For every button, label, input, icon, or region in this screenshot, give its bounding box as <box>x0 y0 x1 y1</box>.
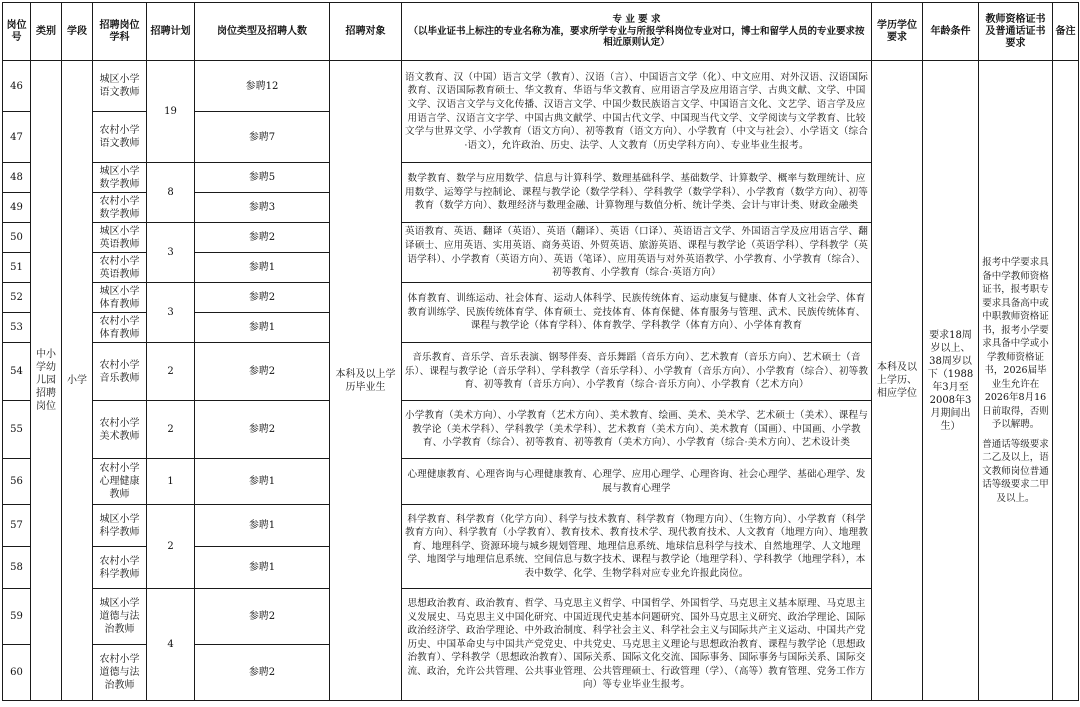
post-subject: 农村小学体育教师 <box>93 313 147 343</box>
header-age: 年龄条件 <box>923 3 979 61</box>
header-requirements-note: （以毕业证书上标注的专业名称为准，要求所学专业与所报学科岗位专业对口，博士和留学人员的专业要求按相近原则认定） <box>408 25 865 49</box>
post-subject: 城区小学语文教师 <box>93 61 147 112</box>
age-cell: 要求18周岁以上、38周岁以下（1988年3月至2008年3月期间出生） <box>923 61 979 701</box>
plan-psych: 1 <box>147 459 195 505</box>
post-no: 56 <box>3 459 31 505</box>
recruitment-table-page <box>2 2 1078 705</box>
type-count: 参聘5 <box>195 163 330 193</box>
post-subject: 农村小学数学教师 <box>93 193 147 223</box>
type-count: 参聘1 <box>195 313 330 343</box>
post-no: 60 <box>3 645 31 701</box>
header-target: 招聘对象 <box>330 3 402 61</box>
type-count: 参聘1 <box>195 505 330 547</box>
requirements-english: 英语教育、英语、翻译（英语）、英语（翻译）、英语（口译）、英语语言文学、外国语言学及应用语言学、翻译硕士、应用英语、实用英语、商务英语、外贸英语、旅游英语、课程与教学论（英语学科）、学科教学（英语学科）、小学教育（英语方向）、英语（笔译）、应用英语与对外英语教学、小学教育、小学教育（综合）、初等教育、小学教育（综合·英语方向） <box>402 223 872 283</box>
requirements-science: 科学教育、科学教育（化学方向）、科学与技术教育、科学教育（物理方向）、（生物方向）、小学教育（科学教育方向）、科学教育（小学教育）、教育技术、教育技术学、现代教育技术、人文教育（地理方向）、地理教育、地理科学、资源环境与城乡规划管理、地理信息系统、地球信息科学与技术、自然地理学、人文地理学、地图学与地理信息系统、空间信息与数字技术、课程与教学论（地理学科）、学科教学（地理学科），本表中数学、化学、生物学科对应专业允许报此岗位。 <box>402 505 872 589</box>
plan-english: 3 <box>147 223 195 283</box>
type-count: 参聘2 <box>195 283 330 313</box>
header-degree: 学历学位要求 <box>872 3 923 61</box>
post-no: 51 <box>3 253 31 283</box>
plan-ethics: 4 <box>147 589 195 701</box>
type-count: 参聘12 <box>195 61 330 112</box>
post-no: 54 <box>3 343 31 401</box>
post-no: 48 <box>3 163 31 193</box>
plan-art: 2 <box>147 401 195 459</box>
type-count: 参聘1 <box>195 253 330 283</box>
cert-cell <box>979 61 1053 701</box>
type-count: 参聘2 <box>195 645 330 701</box>
type-count: 参聘3 <box>195 193 330 223</box>
post-no: 57 <box>3 505 31 547</box>
degree-cell: 本科及以上学历、相应学位 <box>872 61 923 701</box>
header-post-no: 岗位号 <box>3 3 31 61</box>
header-cert: 教师资格证书及普通话证书要求 <box>979 3 1053 61</box>
requirements-ethics: 思想政治教育、政治教育、哲学、马克思主义哲学、中国哲学、外国哲学、马克思主义基本原理、马克思主义发展史、马克思主义中国化研究、中国近现代史基本问题研究、国外马克思主义研究、政治学理论、国际政治经济学、政治学理论、中外政治制度、科学社会主义、科学社会主义与国际共产主义运动、中国共产党历史、中国革命史与中国共产党党史、中共党史、马克思主义理论与思想政治教育、课程与教学论（思想政治教育）、学科教学（思想政治教育）、国际关系、国际文化交流、国际事务、国际事务与国际关系、国际交流、政治，允许公共管理、公共事业管理、公共管理硕士、行政管理（学）、（高等）教育管理、党务工作方向）等专业毕业生报考。 <box>402 589 872 701</box>
header-stage: 学段 <box>62 3 93 61</box>
post-subject: 城区小学科学教师 <box>93 505 147 547</box>
post-no: 49 <box>3 193 31 223</box>
plan-math: 8 <box>147 163 195 223</box>
type-count: 参聘2 <box>195 589 330 645</box>
requirements-chinese: 语文教育、汉（中国）语言文学（教育）、汉语（言）、中国语言文学（化）、中文应用、对外汉语、汉语国际教育、汉语国际教育硕士、华文教育、华语与华文教育、应用语言学及应用语言学、古典文献、文学、中国文学、汉语言文学与文化传播、汉语言文学、中国少数民族语言文学、中国语言文化、文艺学、语言学及应用语言学、汉语言文字学、中国古典文献学、中国古代文学、中国现当代文学、文学阅读与文学教育、比较文学与世界文学、小学教育（语文方向）、初等教育（语文方向）、小学教育（中文与社会）、小学语文（综合·语文），允许政治、历史、法学、人文教育（历史学科方向）、专业毕业生报考。 <box>402 61 872 163</box>
table-row <box>3 61 1079 112</box>
plan-pe: 3 <box>147 283 195 343</box>
post-subject: 城区小学英语教师 <box>93 223 147 253</box>
header-requirements-title: 专 业 要 求 <box>612 14 661 26</box>
post-no: 52 <box>3 283 31 313</box>
type-count: 参聘1 <box>195 547 330 589</box>
post-no: 55 <box>3 401 31 459</box>
category-cell: 中小学幼儿园招聘岗位 <box>31 61 62 701</box>
post-no: 53 <box>3 313 31 343</box>
requirements-psych: 心理健康教育、心理咨询与心理健康教育、心理学、应用心理学、心理咨询、社会心理学、基础心理学、发展与教育心理学 <box>402 459 872 505</box>
requirements-math: 数学教育、数学与应用数学、信息与计算科学、数理基础科学、基础数学、计算数学、概率与数理统计、应用数学、运筹学与控制论、课程与教学论（数学学科）、学科教学（数学学科）、小学教育（数学方向）、初等教育（数学方向）、数理经济与数理金融、计算物理与数值分析、统计学类、会计与审计类、财政金融类 <box>402 163 872 223</box>
header-post-subject: 招聘岗位学科 <box>93 3 147 61</box>
type-count: 参聘1 <box>195 459 330 505</box>
requirements-pe: 体育教育、训练运动、社会体育、运动人体科学、民族传统体育、运动康复与健康、体育人文社会学、体育教育训练学、民族传统体育学、体育硕士、竞技体育、体育保健、体育服务与管理、武术、民族传统体育、课程与教学论（体育学科）、体育教学、学科教学（体育方向）、小学体育教育 <box>402 283 872 343</box>
header-requirements <box>402 3 872 61</box>
post-subject: 城区小学数学教师 <box>93 163 147 193</box>
target-cell: 本科及以上学历毕业生 <box>330 61 402 701</box>
header-category: 类别 <box>31 3 62 61</box>
header-plan: 招聘计划 <box>147 3 195 61</box>
header-remark: 备注 <box>1053 3 1079 61</box>
requirements-music: 音乐教育、音乐学、音乐表演、钢琴伴奏、音乐舞蹈（音乐方向）、艺术教育（音乐方向）、艺术硕士（音乐）、课程与教学论（音乐学科）、学科教学（音乐学科）、小学教育（音乐方向）、小学教育（综合）、初等教育、初等教育（音乐方向）、小学教育（综合·音乐方向）、小学教育（艺术方向） <box>402 343 872 401</box>
post-no: 47 <box>3 112 31 163</box>
cert-mandarin: 普通话等级要求二乙及以上，语文教师岗位普通话等级要求二甲及以上。 <box>982 438 1049 504</box>
type-count: 参聘2 <box>195 223 330 253</box>
plan-chinese: 19 <box>147 61 195 163</box>
post-no: 50 <box>3 223 31 253</box>
post-subject: 农村小学美术教师 <box>93 401 147 459</box>
remark-cell <box>1053 61 1079 701</box>
post-subject: 城区小学道德与法治教师 <box>93 589 147 645</box>
post-subject: 农村小学心理健康教师 <box>93 459 147 505</box>
plan-music: 2 <box>147 343 195 401</box>
post-no: 46 <box>3 61 31 112</box>
type-count: 参聘7 <box>195 112 330 163</box>
table-header-row <box>3 3 1079 61</box>
recruitment-table <box>2 2 1079 701</box>
type-count: 参聘2 <box>195 343 330 401</box>
requirements-art: 小学教育（美术方向）、小学教育（艺术方向）、美术教育、绘画、美术、美术学、艺术硕士（美术）、课程与教学论（美术学科）、学科教学（美术学科）、艺术教育（美术方向）、美术教育（国画）、中国画、小学教育、小学教育（综合）、初等教育、初等教育（美术方向）、小学教育（综合·美术方向）、艺术设计类 <box>402 401 872 459</box>
post-subject: 农村小学音乐教师 <box>93 343 147 401</box>
post-subject: 农村小学科学教师 <box>93 547 147 589</box>
header-type-count: 岗位类型及招聘人数 <box>195 3 330 61</box>
cert-teacher-qualification: 报考中学要求具备中学教师资格证书，报考职专要求具备高中或中职教师资格证书，报考小学要求具备中学或小学教师资格证书，2026届毕业生允许在2026年8月16日前取得，否则予以解聘。 <box>982 257 1049 430</box>
post-subject: 农村小学语文教师 <box>93 112 147 163</box>
post-subject: 城区小学体育教师 <box>93 283 147 313</box>
type-count: 参聘2 <box>195 401 330 459</box>
post-no: 59 <box>3 589 31 645</box>
stage-cell: 小学 <box>62 61 93 701</box>
post-no: 58 <box>3 547 31 589</box>
plan-science: 2 <box>147 505 195 589</box>
post-subject: 农村小学英语教师 <box>93 253 147 283</box>
post-subject: 农村小学道德与法治教师 <box>93 645 147 701</box>
